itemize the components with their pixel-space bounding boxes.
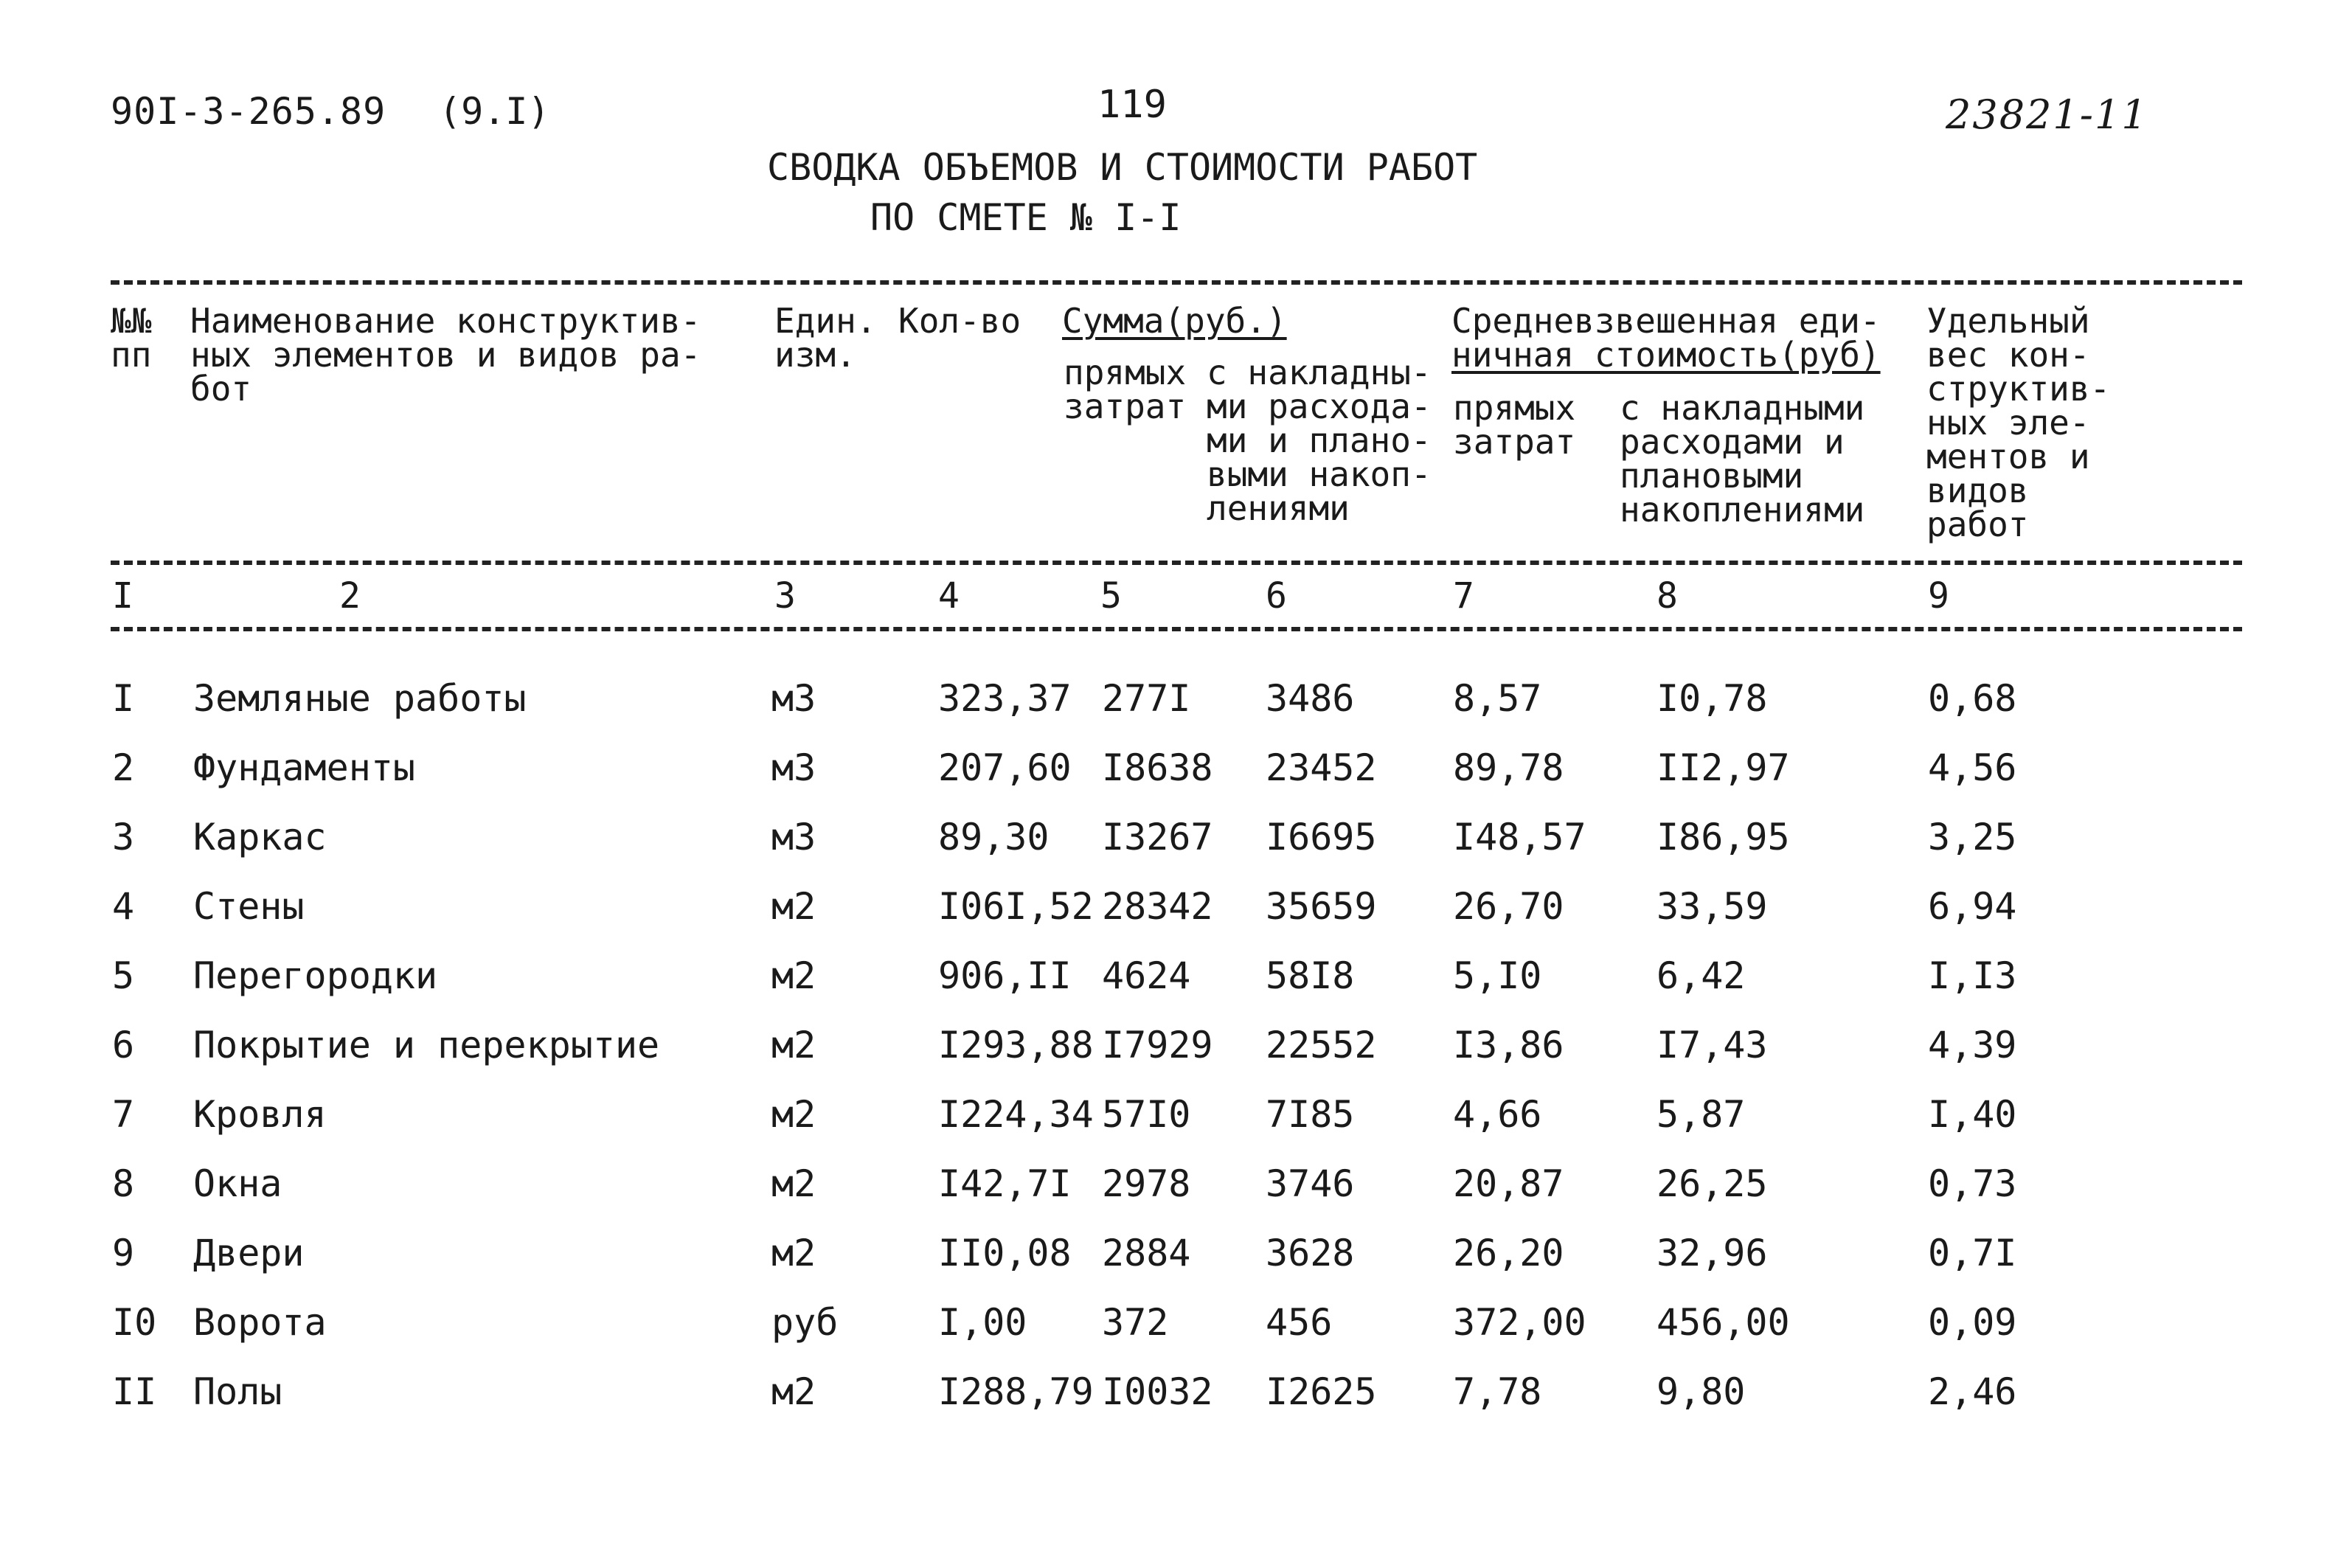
unit-cell: м3 [771, 816, 816, 858]
col-header-number: №№ пп [111, 301, 152, 375]
col-number-1: I [112, 575, 133, 617]
col-header-direct: прямых затрат [1064, 353, 1187, 426]
unit-cost-direct-cell: 26,70 [1453, 885, 1564, 928]
element-name-cell: Земляные работы [193, 677, 527, 720]
weight-share-cell: 0,73 [1928, 1162, 2017, 1205]
unit-cost-overhead-cell: 26,25 [1657, 1162, 1768, 1205]
column-numbers-rule [111, 627, 2242, 631]
header-bottom-rule [111, 561, 2242, 565]
element-name-cell: Кровля [193, 1093, 327, 1136]
table-row [0, 885, 2352, 951]
sum-overhead-cell: I2625 [1266, 1370, 1377, 1413]
col-header-quantity: Кол-во [898, 301, 1021, 341]
col-header-name: Наименование конструктив- ных элементов и видов ра- бот [190, 301, 701, 409]
table-row [0, 1162, 2352, 1229]
quantity-cell: 89,30 [938, 816, 1050, 858]
row-number-cell: 6 [112, 1024, 135, 1066]
col-header-sum-group: Сумма(руб.) [1062, 301, 1287, 341]
row-number-cell: 5 [112, 954, 135, 997]
sum-overhead-cell: 35659 [1266, 885, 1377, 928]
sum-overhead-cell: 3486 [1266, 677, 1355, 720]
unit-cost-overhead-cell: 456,00 [1657, 1301, 1790, 1344]
quantity-cell: I293,88 [938, 1024, 1094, 1066]
quantity-cell: I,00 [938, 1301, 1027, 1344]
unit-cell: м2 [771, 1093, 816, 1136]
row-number-cell: 3 [112, 816, 135, 858]
quantity-cell: I42,7I [938, 1162, 1072, 1205]
sum-overhead-cell: 7I85 [1266, 1093, 1355, 1136]
unit-cost-direct-cell: I3,86 [1453, 1024, 1564, 1066]
col-number-4: 4 [938, 575, 960, 617]
element-name-cell: Каркас [193, 816, 327, 858]
weight-share-cell: 4,56 [1928, 746, 2017, 789]
table-row [0, 1232, 2352, 1298]
sum-overhead-cell: 23452 [1266, 746, 1377, 789]
weight-share-cell: I,40 [1928, 1093, 2017, 1136]
unit-cost-overhead-cell: 9,80 [1657, 1370, 1746, 1413]
weight-share-cell: 0,09 [1928, 1301, 2017, 1344]
sum-direct-cell: I3267 [1102, 816, 1213, 858]
sum-overhead-cell: 456 [1266, 1301, 1333, 1344]
page-subtitle: ПО СМЕТЕ № I-I [870, 196, 1182, 239]
unit-cell: м2 [771, 1024, 816, 1066]
sum-overhead-cell: I6695 [1266, 816, 1377, 858]
col-number-8: 8 [1657, 575, 1678, 617]
element-name-cell: Ворота [193, 1301, 327, 1344]
sum-direct-cell: I7929 [1102, 1024, 1213, 1066]
sum-overhead-cell: 3746 [1266, 1162, 1355, 1205]
unit-cost-direct-cell: 26,20 [1453, 1232, 1564, 1274]
page-title: СВОДКА ОБЪЕМОВ И СТОИМОСТИ РАБОТ [767, 146, 1478, 189]
unit-cost-direct-cell: 5,I0 [1453, 954, 1542, 997]
row-number-cell: 9 [112, 1232, 135, 1274]
col-header-overhead: с накладны- ми расхода- ми и плано- выми накоп- лениями [1207, 353, 1432, 528]
element-name-cell: Фундаменты [193, 746, 416, 789]
col-number-2: 2 [339, 575, 361, 617]
weight-share-cell: I,I3 [1928, 954, 2017, 997]
unit-cost-direct-cell: 372,00 [1453, 1301, 1586, 1344]
col-number-6: 6 [1266, 575, 1287, 617]
unit-cost-direct-cell: 8,57 [1453, 677, 1542, 720]
col-header-unit-direct: прямых затрат [1453, 388, 1576, 462]
element-name-cell: Покрытие и перекрытие [193, 1024, 660, 1066]
table-top-rule [111, 280, 2242, 285]
sum-direct-cell: 372 [1102, 1301, 1169, 1344]
unit-cost-overhead-cell: 33,59 [1657, 885, 1768, 928]
sum-overhead-cell: 22552 [1266, 1024, 1377, 1066]
col-number-5: 5 [1100, 575, 1122, 617]
row-number-cell: 8 [112, 1162, 135, 1205]
sum-direct-cell: 2884 [1102, 1232, 1191, 1274]
unit-cost-direct-cell: 7,78 [1453, 1370, 1542, 1413]
row-number-cell: 7 [112, 1093, 135, 1136]
quantity-cell: II0,08 [938, 1232, 1072, 1274]
unit-cell: м3 [771, 677, 816, 720]
sheet-number: (9.I) [439, 90, 550, 133]
sum-overhead-cell: 58I8 [1266, 954, 1355, 997]
table-row [0, 746, 2352, 813]
quantity-cell: I288,79 [938, 1370, 1094, 1413]
document-code: 90I-3-265.89 [111, 90, 386, 133]
sum-direct-cell: I0032 [1102, 1370, 1213, 1413]
weight-share-cell: 0,7I [1928, 1232, 2017, 1274]
quantity-cell: 207,60 [938, 746, 1072, 789]
weight-share-cell: 6,94 [1928, 885, 2017, 928]
table-row [0, 954, 2352, 1021]
unit-cost-overhead-cell: I86,95 [1657, 816, 1790, 858]
table-row [0, 1301, 2352, 1367]
unit-cell: м2 [771, 1370, 816, 1413]
sum-direct-cell: 277I [1102, 677, 1191, 720]
weight-share-cell: 0,68 [1928, 677, 2017, 720]
unit-cost-overhead-cell: 6,42 [1657, 954, 1746, 997]
table-row [0, 1024, 2352, 1090]
quantity-cell: I224,34 [938, 1093, 1094, 1136]
page-number: 119 [1097, 83, 1167, 127]
col-header-unitcost-group: Средневзвешенная еди- ничная стоимость(руб) [1451, 301, 1881, 375]
unit-cost-overhead-cell: 5,87 [1657, 1093, 1746, 1136]
col-number-9: 9 [1928, 575, 1949, 617]
sum-direct-cell: 4624 [1102, 954, 1191, 997]
quantity-cell: I06I,52 [938, 885, 1094, 928]
col-number-7: 7 [1453, 575, 1474, 617]
sum-direct-cell: 28342 [1102, 885, 1213, 928]
sum-direct-cell: 57I0 [1102, 1093, 1191, 1136]
unit-cost-overhead-cell: I0,78 [1657, 677, 1768, 720]
col-number-3: 3 [774, 575, 796, 617]
table-row [0, 816, 2352, 882]
quantity-cell: 323,37 [938, 677, 1072, 720]
element-name-cell: Стены [193, 885, 305, 928]
table-row [0, 677, 2352, 743]
unit-cell: м3 [771, 746, 816, 789]
col-header-weight: Удельный вес кон- структив- ных эле- ментов и видов работ [1926, 301, 2111, 544]
unit-cost-direct-cell: I48,57 [1453, 816, 1586, 858]
row-number-cell: 2 [112, 746, 135, 789]
weight-share-cell: 2,46 [1928, 1370, 2017, 1413]
unit-cell: м2 [771, 1162, 816, 1205]
inventory-stamp: 23821-11 [1946, 91, 2148, 138]
table-row [0, 1093, 2352, 1159]
element-name-cell: Перегородки [193, 954, 438, 997]
unit-cell: руб [771, 1301, 839, 1344]
unit-cost-overhead-cell: I7,43 [1657, 1024, 1768, 1066]
weight-share-cell: 4,39 [1928, 1024, 2017, 1066]
quantity-cell: 906,II [938, 954, 1072, 997]
element-name-cell: Двери [193, 1232, 305, 1274]
unit-cost-overhead-cell: II2,97 [1657, 746, 1790, 789]
unit-cell: м2 [771, 885, 816, 928]
unit-cost-overhead-cell: 32,96 [1657, 1232, 1768, 1274]
sum-overhead-cell: 3628 [1266, 1232, 1355, 1274]
sum-direct-cell: I8638 [1102, 746, 1213, 789]
table-row [0, 1370, 2352, 1437]
unit-cost-direct-cell: 20,87 [1453, 1162, 1564, 1205]
element-name-cell: Окна [193, 1162, 282, 1205]
col-header-unit-overhead: с накладными расходами и плановыми накоплениями [1620, 388, 1865, 530]
unit-cell: м2 [771, 1232, 816, 1274]
row-number-cell: I [112, 677, 135, 720]
unit-cell: м2 [771, 954, 816, 997]
weight-share-cell: 3,25 [1928, 816, 2017, 858]
unit-cost-direct-cell: 89,78 [1453, 746, 1564, 789]
sum-direct-cell: 2978 [1102, 1162, 1191, 1205]
row-number-cell: 4 [112, 885, 135, 928]
element-name-cell: Полы [193, 1370, 282, 1413]
row-number-cell: I0 [112, 1301, 157, 1344]
row-number-cell: II [112, 1370, 157, 1413]
unit-cost-direct-cell: 4,66 [1453, 1093, 1542, 1136]
col-header-unit: Един. изм. [774, 301, 877, 375]
